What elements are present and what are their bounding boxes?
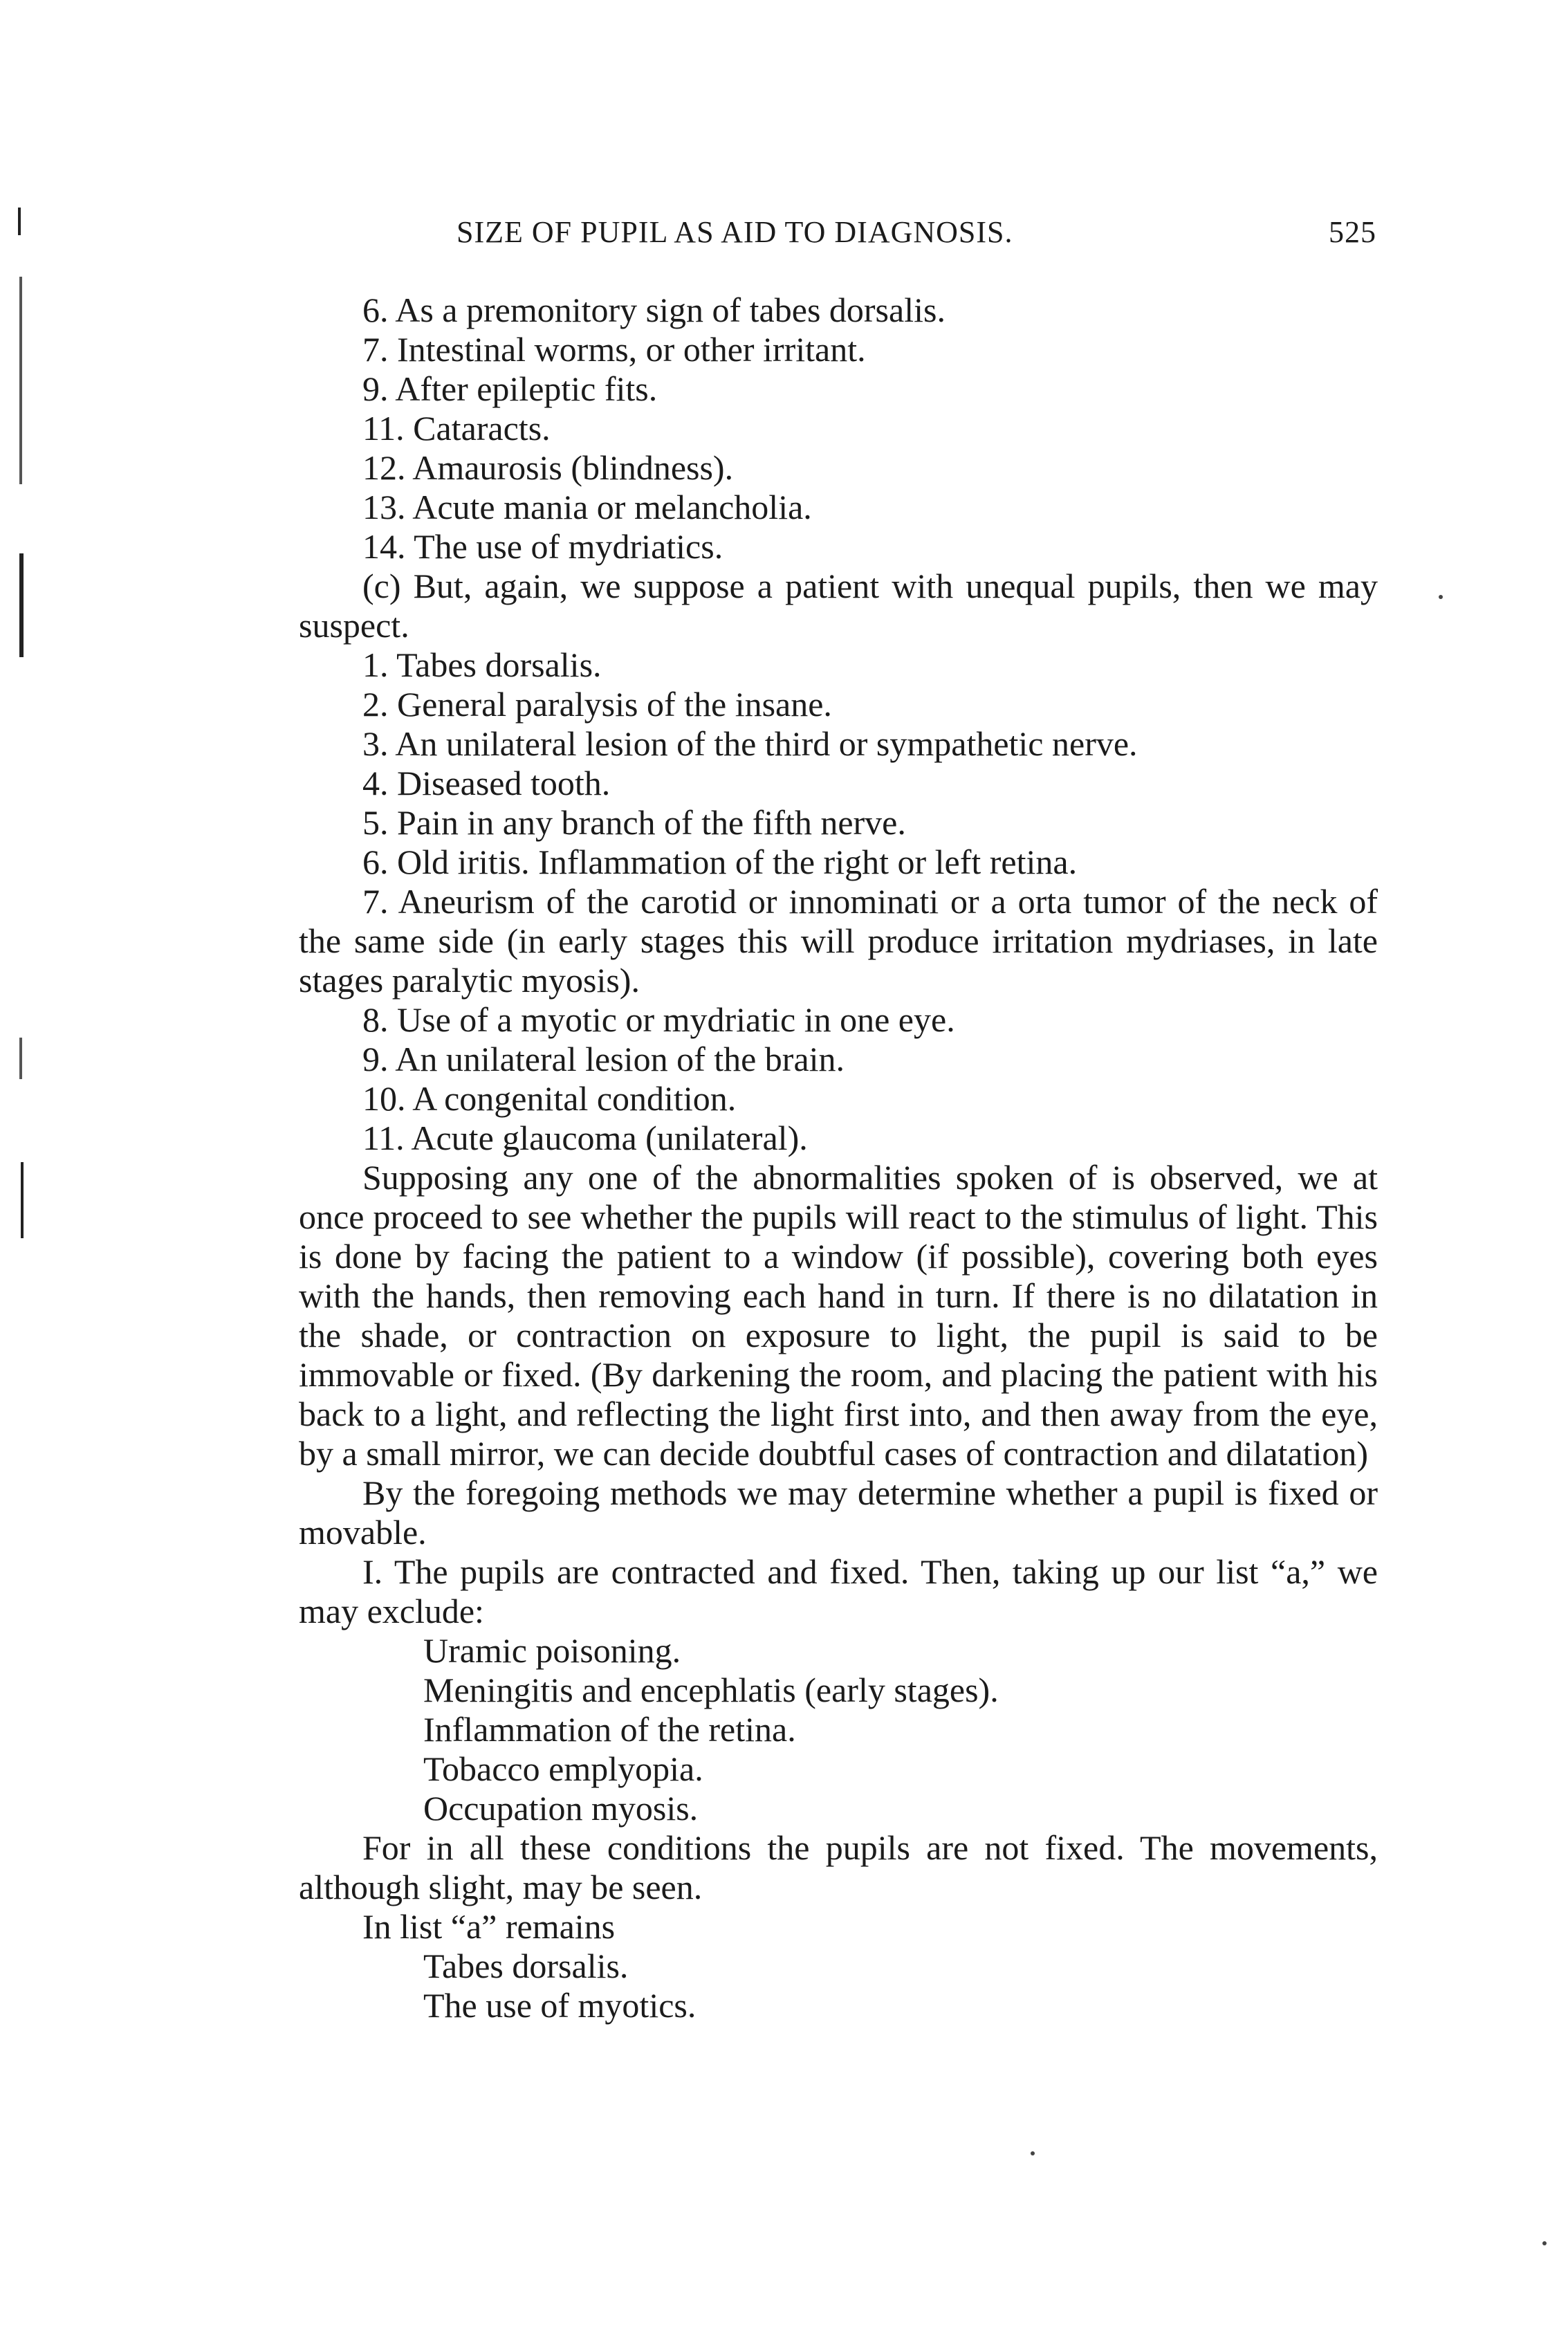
text-line: 14. The use of mydriatics. — [362, 527, 723, 566]
scan-mark — [19, 553, 24, 657]
scan-mark — [19, 1038, 22, 1079]
text-line: Tabes dorsalis. — [423, 1947, 629, 1985]
text-line: 12. Amaurosis (blindness). — [362, 448, 734, 487]
text-line: 13. Acute mania or melancholia. — [362, 488, 812, 526]
text-line: Uramic poisoning. — [423, 1631, 681, 1670]
text-line: By the foregoing methods we may determine whether a pupil is fixed or movable. — [299, 1473, 1378, 1552]
text-line: 2. General paralysis of the insane. — [362, 685, 832, 724]
text-line: 6. As a premonitory sign of tabes dorsalis. — [362, 291, 946, 329]
text-line: 7. Intestinal worms, or other irritant. — [362, 330, 866, 369]
text-line: 11. Cataracts. — [362, 409, 551, 448]
text-line: 8. Use of a myotic or mydriatic in one eye. — [362, 1000, 955, 1039]
text-line: 9. After epileptic fits. — [362, 369, 658, 408]
scan-mark — [21, 1162, 24, 1238]
text-line: 7. Aneurism of the carotid or innominati or a orta tumor of the neck of the same side (in early stages this will produce irritation mydriases, in late stages paralytic myosis). — [299, 882, 1378, 1000]
scan-mark — [19, 277, 22, 484]
running-header — [456, 214, 1376, 256]
text-line: For in all these conditions the pupils are not fixed. The movements, although slight, may be seen. — [299, 1828, 1378, 1906]
text-line: Meningitis and encephlatis (early stages). — [423, 1671, 999, 1709]
text-line: In list “a” remains — [362, 1907, 616, 1946]
page-number: 525 — [1329, 215, 1376, 249]
text-line: Inflammation of the retina. — [423, 1710, 796, 1749]
text-line: Tobacco emplyopia. — [423, 1749, 703, 1788]
text-line: I. The pupils are contracted and fixed. Then, taking up our list “a,” we may exclude: — [299, 1552, 1378, 1630]
text-line: 4. Diseased tooth. — [362, 764, 611, 802]
scan-dot — [1031, 2151, 1035, 2155]
text-line: 1. Tabes dorsalis. — [362, 645, 602, 684]
text-line: 6. Old iritis. Inflammation of the right or left retina. — [362, 843, 1078, 881]
text-line: 10. A congenital condition. — [362, 1079, 737, 1118]
text-line: 5. Pain in any branch of the fifth nerve. — [362, 803, 906, 842]
scan-mark — [18, 208, 21, 235]
scan-dot — [1542, 2241, 1547, 2245]
page-body — [299, 291, 1378, 2025]
scan-dot — [1439, 595, 1443, 599]
text-line: 3. An unilateral lesion of the third or sympathetic nerve. — [362, 724, 1138, 763]
text-line: 9. An unilateral lesion of the brain. — [362, 1040, 845, 1078]
text-line: Occupation myosis. — [423, 1789, 699, 1828]
text-line: The use of myotics. — [423, 1986, 697, 2025]
text-line: 11. Acute glaucoma (unilateral). — [362, 1119, 808, 1157]
text-line: (c) But, again, we suppose a patient with unequal pupils, then we may suspect. — [299, 567, 1378, 645]
text-line: Supposing any one of the abnormalities spoken of is observed, we at once proceed to see whether the pupils will react to the stimulus of light. This is done by facing the patient to a window (if possible), covering both eyes with the hands, then removing each hand in turn. If there is no dilatation in the shade, or contraction on exposure to light, the pupil is said to be immovable or fixed. (By darkening the room, and placing the patient with his back to a light, and reflecting the light first into, and then away from the eye, by a small mirror, we can decide doubtful cases of contraction and dilatation) — [299, 1158, 1378, 1473]
running-title: SIZE OF PUPIL AS AID TO DIAGNOSIS. — [456, 215, 1013, 249]
